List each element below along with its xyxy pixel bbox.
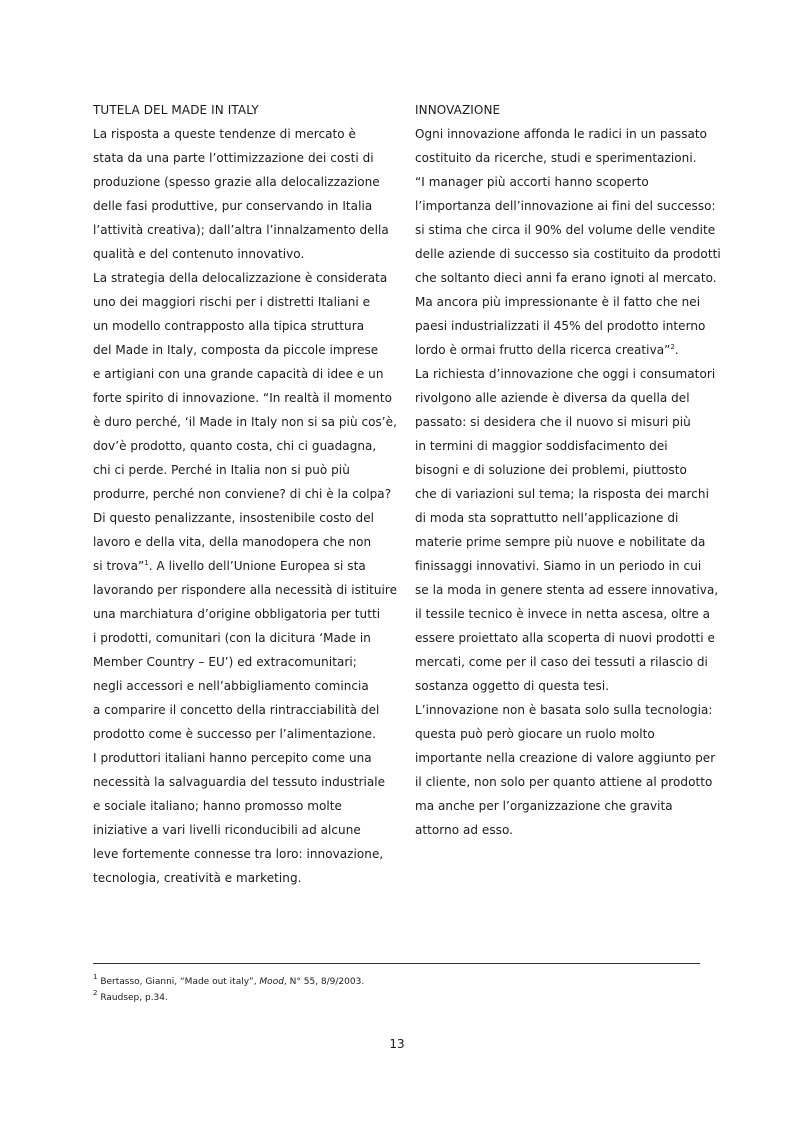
footnote-ref-1: 1 <box>144 559 149 567</box>
text-line: La richiesta d’innovazione che oggi i consumatori <box>415 367 716 381</box>
text-line: attorno ad esso. <box>415 823 514 837</box>
text-line: a comparire il concetto della rintracciabilità del <box>93 703 380 717</box>
footnote-number: 1 <box>93 973 98 981</box>
text-line: passato: si desidera che il nuovo si misuri più <box>415 415 691 429</box>
footnote-1 <box>93 974 364 990</box>
text-line: qualità e del contenuto innovativo. <box>93 247 305 261</box>
text-line: una marchiatura d’origine obbligatoria per tutti <box>93 607 381 621</box>
text-line: ma anche per l’organizzazione che gravita <box>415 799 673 813</box>
text-line: e artigiani con una grande capacità di idee e un <box>93 367 384 381</box>
text-line: produrre, perché non conviene? di chi è la colpa? <box>93 487 392 501</box>
text-line: i prodotti, comunitari (con la dicitura ‘Made in <box>93 631 371 645</box>
text-line: delle aziende di successo sia costituito da prodotti <box>415 247 721 261</box>
text-line: tecnologia, creatività e marketing. <box>93 871 302 885</box>
section-heading-innovazione: INNOVAZIONE <box>415 103 501 117</box>
text-line-with-footnote <box>415 338 705 362</box>
footnote-text: Bertasso, Gianni, “Made out italy”, <box>97 977 260 987</box>
text-line: prodotto come è successo per l’alimentazione. <box>93 727 376 741</box>
text-line: l’importanza dell’innovazione ai fini del successo: <box>415 199 716 213</box>
footnote-text: , N° 55, 8/9/2003. <box>283 977 365 987</box>
footnote-2 <box>93 990 364 1006</box>
text-line: delle fasi produttive, pur conservando in Italia <box>93 199 373 213</box>
footnote-number: 2 <box>93 989 98 997</box>
text-line: che soltanto dieci anni fa erano ignoti al mercato. <box>415 271 717 285</box>
text-line: uno dei maggiori rischi per i distretti Italiani e <box>93 295 371 309</box>
text-fragment: . <box>674 343 679 357</box>
text-line: rivolgono alle aziende è diversa da quella del <box>415 391 690 405</box>
text-line: negli accessori e nell’abbigliamento comincia <box>93 679 369 693</box>
footnote-text: Raudsep, p.34. <box>97 993 168 1003</box>
text-line: sostanza oggetto di questa tesi. <box>415 679 610 693</box>
text-line: dov’è prodotto, quanto costa, chi ci guadagna, <box>93 439 377 453</box>
text-line: Di questo penalizzante, insostenibile costo del <box>93 511 375 525</box>
text-line: Ma ancora più impressionante è il fatto che nei <box>415 295 701 309</box>
text-line: il tessile tecnico è invece in netta ascesa, oltre a <box>415 607 711 621</box>
text-line: lavoro e della vita, della manodopera che non <box>93 535 372 549</box>
footnote-divider <box>93 963 700 964</box>
text-line: questa può però giocare un ruolo molto <box>415 727 655 741</box>
text-line: di moda sta soprattutto nell’applicazione di <box>415 511 679 525</box>
text-line: “I manager più accorti hanno scoperto <box>415 175 649 189</box>
text-line: Member Country – EU’) ed extracomunitari; <box>93 655 357 669</box>
text-line: bisogni e di soluzione dei problemi, piuttosto <box>415 463 687 477</box>
text-line: produzione (spesso grazie alla delocalizzazione <box>93 175 380 189</box>
text-line: stata da una parte l’ottimizzazione dei costi di <box>93 151 374 165</box>
text-line: chi ci perde. Perché in Italia non si può più <box>93 463 350 477</box>
footnotes <box>93 974 364 1006</box>
text-line: si stima che circa il 90% del volume delle vendite <box>415 223 716 237</box>
text-line: è duro perché, ‘il Made in Italy non si sa più cos’è, <box>93 415 397 429</box>
text-line: costituito da ricerche, studi e sperimentazioni. <box>415 151 697 165</box>
text-line: l’attività creativa); dall’altra l’innalzamento della <box>93 223 389 237</box>
text-line: e sociale italiano; hanno promosso molte <box>93 799 342 813</box>
text-line: necessità la salvaguardia del tessuto industriale <box>93 775 386 789</box>
text-line: La risposta a queste tendenze di mercato è <box>93 127 356 141</box>
text-line: forte spirito di innovazione. “In realtà il momento <box>93 391 393 405</box>
right-column <box>415 98 721 842</box>
text-line: La strategia della delocalizzazione è considerata <box>93 271 388 285</box>
text-line: mercati, come per il caso dei tessuti a rilascio di <box>415 655 708 669</box>
text-line: che di variazioni sul tema; la risposta dei marchi <box>415 487 709 501</box>
section-heading-made-in-italy: TUTELA DEL MADE IN ITALY <box>93 103 259 117</box>
text-line: materie prime sempre più nuove e nobilitate da <box>415 535 706 549</box>
text-line: un modello contrapposto alla tipica struttura <box>93 319 365 333</box>
text-line: il cliente, non solo per quanto attiene al prodotto <box>415 775 713 789</box>
text-line: Ogni innovazione affonda le radici in un passato <box>415 127 708 141</box>
text-fragment: . A livello dell’Unione Europea si sta <box>148 559 366 573</box>
text-line: lavorando per rispondere alla necessità di istituire <box>93 583 398 597</box>
page-number: 13 <box>389 1037 405 1051</box>
text-line: importante nella creazione di valore aggiunto per <box>415 751 716 765</box>
text-line: iniziative a vari livelli riconducibili ad alcune <box>93 823 361 837</box>
text-line: paesi industrializzati il 45% del prodotto interno <box>415 319 706 333</box>
text-line: se la moda in genere stenta ad essere innovativa, <box>415 583 719 597</box>
footnote-italic: Mood <box>259 977 284 987</box>
text-fragment: lordo è ormai frutto della ricerca creativa” <box>415 343 671 357</box>
text-line-with-footnote <box>93 554 393 578</box>
text-line: I produttori italiani hanno percepito come una <box>93 751 372 765</box>
text-line: in termini di maggior soddisfacimento dei <box>415 439 668 453</box>
left-column <box>93 98 398 890</box>
footnote-ref-2: 2 <box>670 343 675 351</box>
text-line: del Made in Italy, composta da piccole imprese <box>93 343 379 357</box>
text-line: essere proiettato alla scoperta di nuovi prodotti e <box>415 631 715 645</box>
text-line: finissaggi innovativi. Siamo in un periodo in cui <box>415 559 702 573</box>
text-fragment: si trova” <box>93 559 145 573</box>
text-line: L’innovazione non è basata solo sulla tecnologia: <box>415 703 713 717</box>
text-line: leve fortemente connesse tra loro: innovazione, <box>93 847 384 861</box>
